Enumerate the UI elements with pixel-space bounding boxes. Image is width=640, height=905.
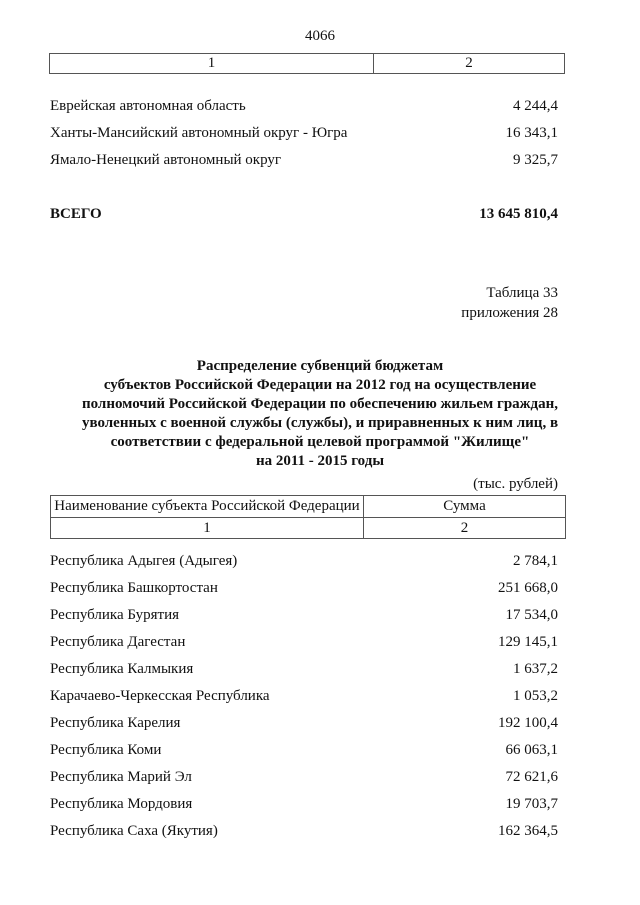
title-line: на 2011 - 2015 годы — [255, 453, 385, 469]
region-name: Республика Бурятия — [50, 607, 180, 623]
table-number: Таблица 33 — [486, 285, 558, 301]
total-value: 13 645 810,4 — [479, 206, 558, 222]
region-value: 1 637,2 — [513, 661, 558, 677]
top-col-number-1: 1 — [50, 54, 374, 74]
region-name: Республика Калмыкия — [50, 661, 194, 677]
title-line: полномочий Российской Федерации по обеспечению жильем граждан, — [81, 396, 559, 412]
region-value: 192 100,4 — [498, 715, 558, 731]
table-row — [50, 767, 558, 787]
region-value: 16 343,1 — [505, 125, 558, 141]
total-row — [50, 204, 558, 224]
region-name: Республика Башкортостан — [50, 580, 218, 596]
region-name: Республика Адыгея (Адыгея) — [50, 553, 238, 569]
title-line: уволенных с военной службы (службы), и приравненных к ним лиц, в — [81, 415, 559, 431]
region-value: 251 668,0 — [498, 580, 558, 596]
table-row — [50, 821, 558, 841]
table-row — [50, 740, 558, 760]
region-value: 17 534,0 — [505, 607, 558, 623]
region-name: Ямало-Ненецкий автономный округ — [50, 152, 282, 168]
region-name: Ханты-Мансийский автономный округ - Югра — [50, 125, 348, 141]
title-line: субъектов Российской Федерации на 2012 год на осуществление — [103, 377, 537, 393]
region-value: 162 364,5 — [498, 823, 558, 839]
region-value: 2 784,1 — [513, 553, 558, 569]
region-name: Республика Коми — [50, 742, 162, 758]
region-name: Республика Мордовия — [50, 796, 193, 812]
top-col-number-2: 2 — [374, 54, 565, 74]
total-label: ВСЕГО — [50, 206, 102, 222]
table-row — [50, 123, 558, 143]
title-line: Распределение субвенций бюджетам — [196, 358, 444, 374]
region-name: Республика Карелия — [50, 715, 181, 731]
region-value: 66 063,1 — [505, 742, 558, 758]
table-row — [50, 659, 558, 679]
table-row — [50, 96, 558, 116]
table-row — [50, 632, 558, 652]
region-value: 129 145,1 — [498, 634, 558, 650]
region-name: Республика Дагестан — [50, 634, 186, 650]
region-name: Карачаево-Черкесская Республика — [50, 688, 270, 704]
units-label: (тыс. рублей) — [473, 476, 558, 492]
region-value: 4 244,4 — [513, 98, 558, 114]
table-row — [50, 150, 558, 170]
header-region-name: Наименование субъекта Российской Федерации — [51, 496, 364, 518]
header-amount: Сумма — [364, 496, 566, 518]
region-value: 19 703,7 — [505, 796, 558, 812]
table-row — [50, 551, 558, 571]
col-number-1: 1 — [51, 518, 364, 539]
title-line: соответствии с федеральной целевой программой "Жилище" — [110, 434, 530, 450]
region-value: 1 053,2 — [513, 688, 558, 704]
region-name: Республика Саха (Якутия) — [50, 823, 218, 839]
top-table-header — [49, 53, 565, 74]
table-row — [50, 578, 558, 598]
main-table-header — [50, 495, 566, 539]
table-title — [0, 357, 640, 471]
table-row — [50, 686, 558, 706]
table-row — [50, 605, 558, 625]
table-row — [50, 794, 558, 814]
table-caption — [461, 283, 558, 323]
table-row — [50, 713, 558, 733]
region-value: 72 621,6 — [505, 769, 558, 785]
region-name: Республика Марий Эл — [50, 769, 192, 785]
region-value: 9 325,7 — [513, 152, 558, 168]
region-name: Еврейская автономная область — [50, 98, 246, 114]
page-number: 4066 — [305, 28, 335, 44]
appendix-number: приложения 28 — [461, 305, 558, 321]
col-number-2: 2 — [364, 518, 566, 539]
